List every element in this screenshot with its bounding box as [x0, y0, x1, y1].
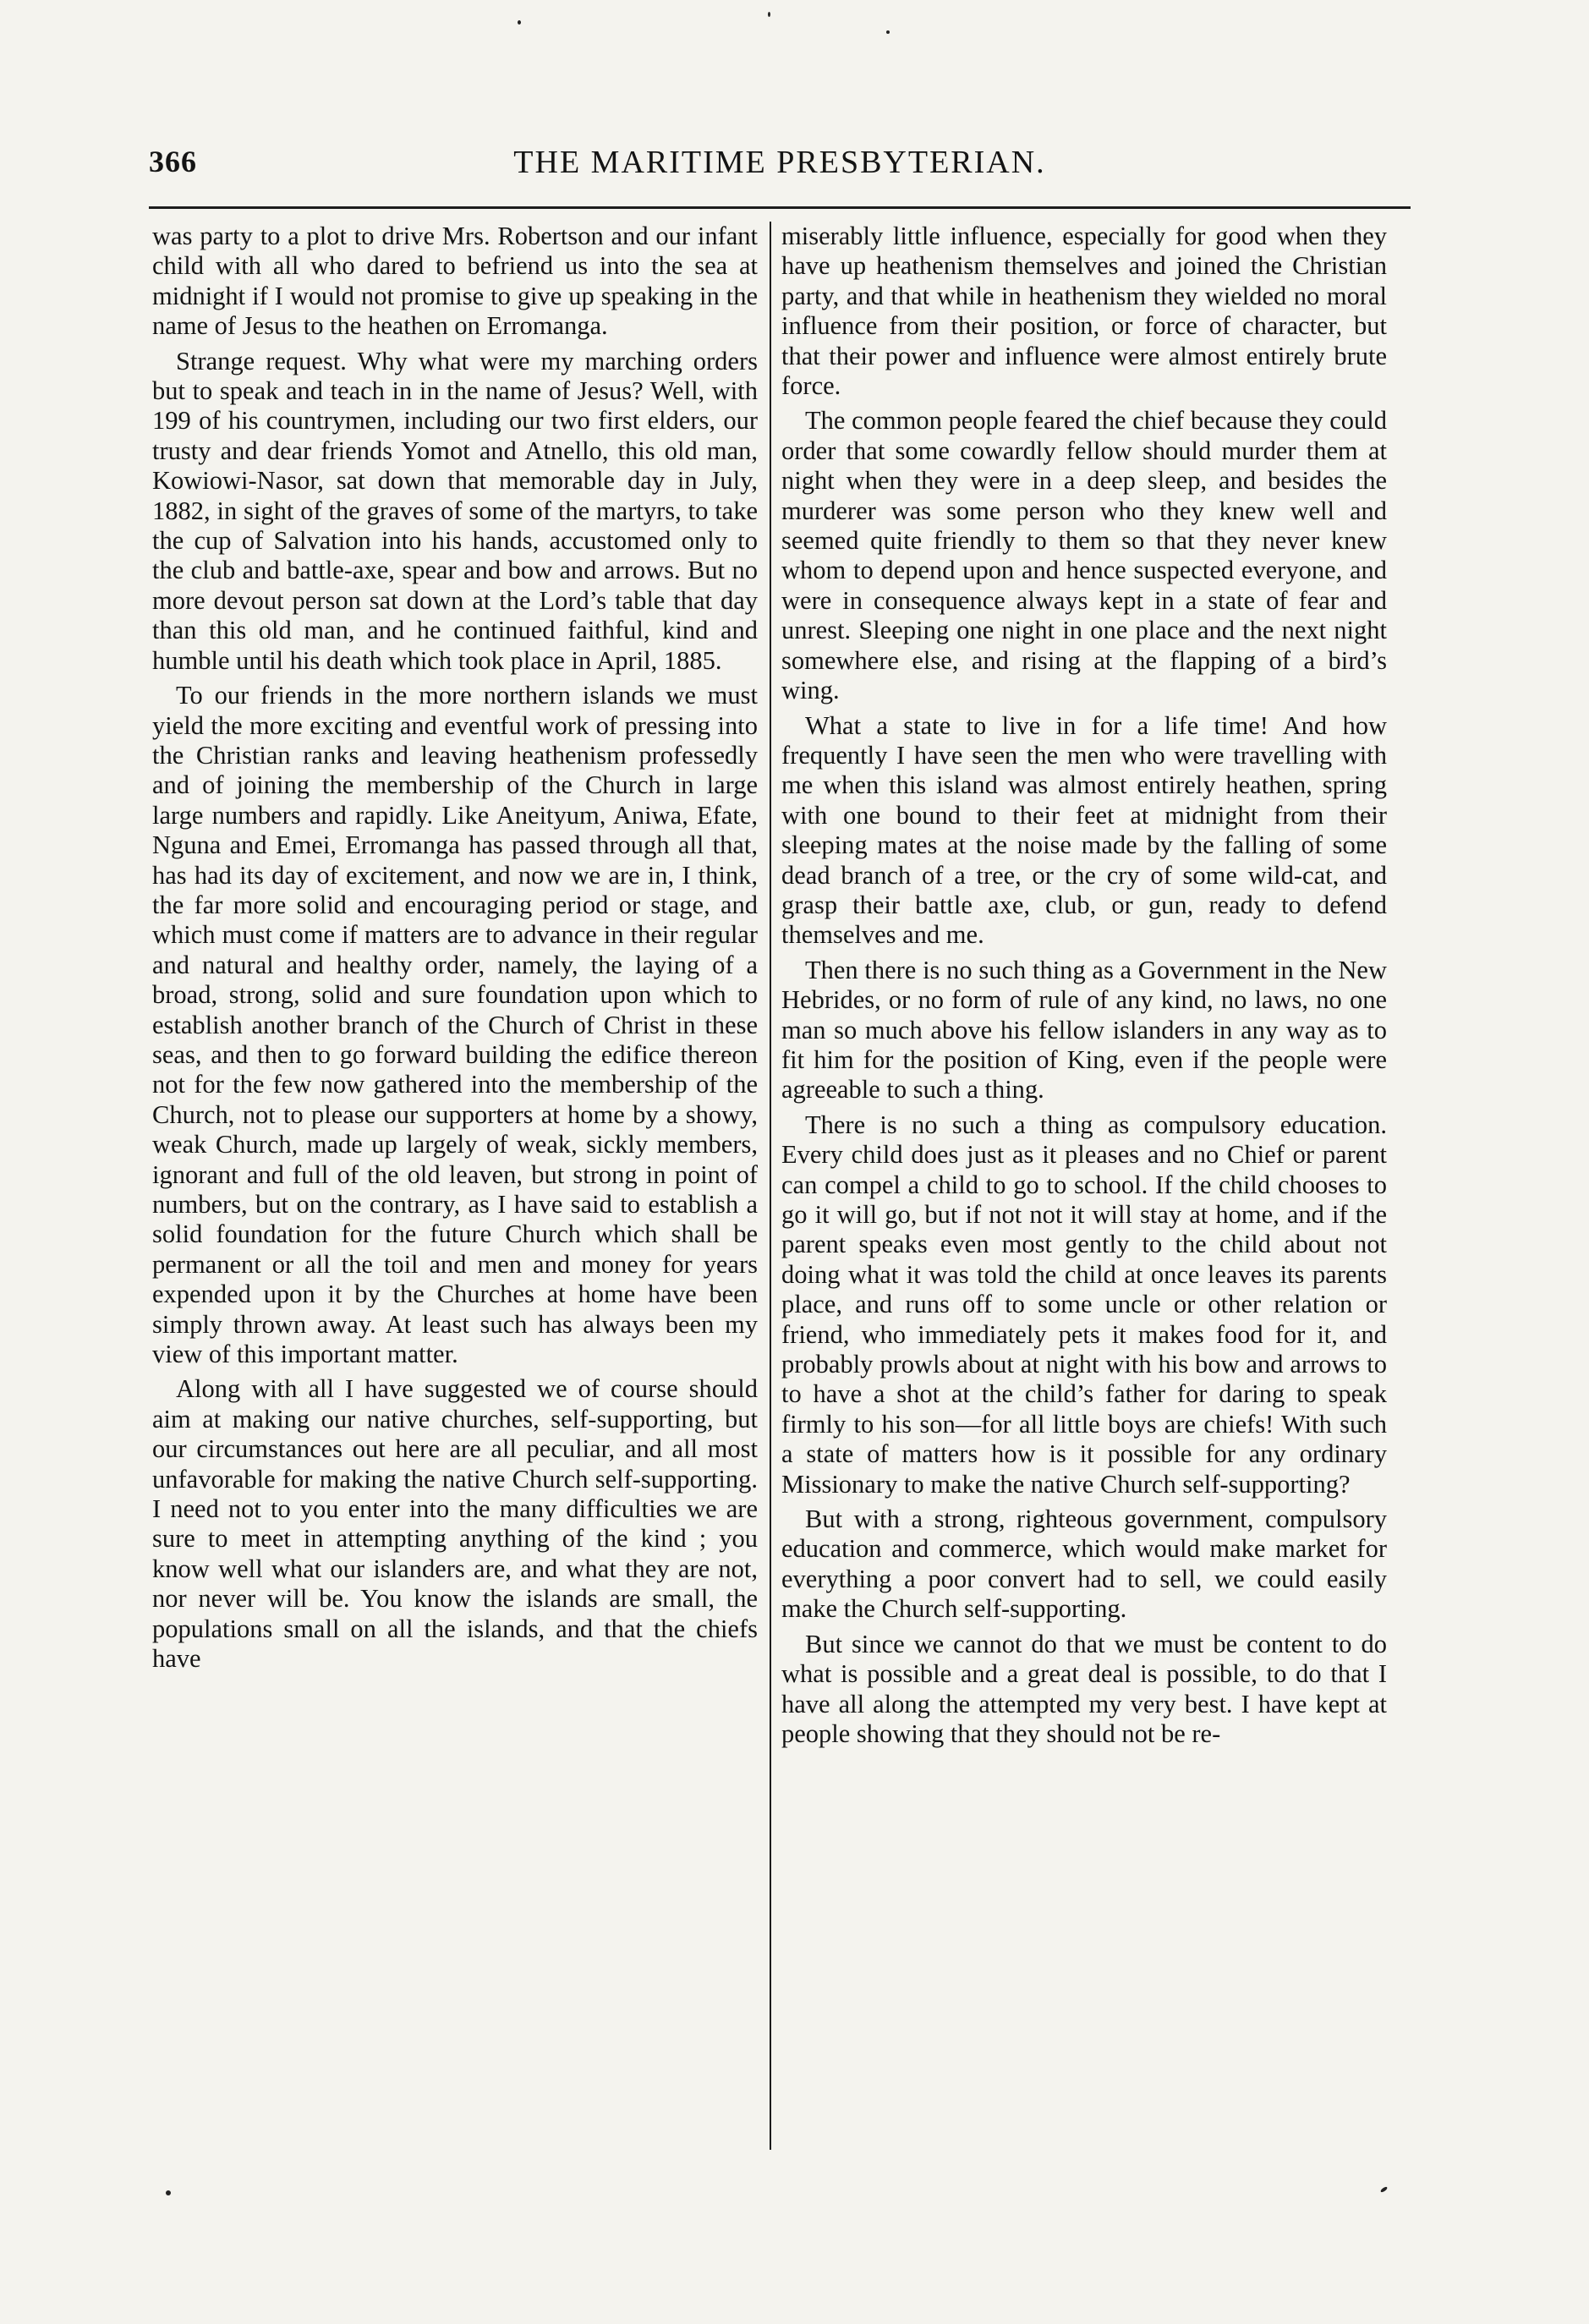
print-speck — [886, 30, 890, 34]
page-number: 366 — [149, 145, 197, 178]
paragraph: was party to a plot to drive Mrs. Robertson and our infant child with all who dared to befriend us into the sea at midnight if I would not promise to give up speaking in the name of Jesus to the heathen on Erromanga. — [152, 222, 758, 341]
paragraph: But with a strong, righteous government, compulsory education and commerce, which would make market for everything a poor convert had to sell, we could easily make the Church self-supporting. — [781, 1505, 1387, 1624]
print-speck — [1380, 2186, 1389, 2193]
print-speck — [768, 12, 770, 17]
header-rule — [149, 206, 1411, 209]
paragraph: The common people feared the chief because they could order that some cowardly fellow should murder them at night when they were in a deep sleep, and besides the murderer was some person who they knew well and seemed quite friendly to them so that they never knew whom to depend upon and hence suspected everyone, and were in consequence always kept in a state of fear and unrest. Sleeping one night in one place and the next night somewhere else, and rising at the flapping of a bird’s wing. — [781, 406, 1387, 705]
paragraph: Strange request. Why what were my marching orders but to speak and teach in in the name of Jesus? Well, with 199 of his countrymen, including our two first elders, our trusty and dear friends Yomot and Atnello, this old man, Kowiowi-Nasor, sat down that memorable day in July, 1882, in sight of the graves of some of the martyrs, to take the cup of Salvation into his hands, accustomed only to the club and battle-axe, spear and bow and arrows. But no more devout person sat down at the Lord’s table that day than this old man, and he continued faithful, kind and humble until his death which took place in April, 1885. — [152, 346, 758, 675]
paragraph: But since we cannot do that we must be content to do what is possible and a great deal is possible, to do that I have all along the attempted my very best. I have kept at people showing that they should not be re- — [781, 1629, 1387, 1748]
print-speck — [166, 2190, 171, 2195]
paragraph: Along with all I have suggested we of course should aim at making our native churches, self-supporting, but our circumstances out here are all peculiar, and all most unfavorable for making the native Church self-supporting. I need not to you enter into the many difficulties we are sure to meet in attempting anything of the kind ; you know well what our islanders are, and what they are not, nor never will be. You know the islands are small, the populations small on all the islands, and that the chiefs have — [152, 1374, 758, 1674]
publication-title: THE MARITIME PRESBYTERIAN. — [513, 145, 1046, 180]
paragraph: There is no such a thing as compulsory education. Every child does just as it pleases and no Chief or parent can compel a child to go to school. If the child chooses to go it will go, but if not not it will stay at home, and if the parent speaks even most gently to the child about not doing what it was told the child at once leaves its parents place, and runs off to some uncle or other relation or friend, who immediately pets it makes food for it, and probably prowls about at night with his bow and arrows to to have a shot at the child’s father for daring to speak firmly to his son—for all little boys are chiefs! With such a state of matters how is it possible for any ordinary Missionary to make the native Church self-supporting? — [781, 1110, 1387, 1499]
page-header — [149, 144, 1411, 195]
paragraph: miserably little influence, especially for good when they have up heathenism themselves and joined the Christian party, and that while in heathenism they wielded no moral influence from their position, or force of character, but that their power and influence were almost entirely brute force. — [781, 222, 1387, 401]
paragraph: To our friends in the more northern islands we must yield the more exciting and eventful work of pressing into the Christian ranks and leaving heathenism professedly and of joining the membership of the Church in large large numbers and rapidly. Like Aneityum, Aniwa, Efate, Nguna and Emei, Erromanga has passed through all that, has had its day of excitement, and now we are in, I think, the far more solid and encouraging period or stage, and which must come if matters are to advance in their regular and natural and healthy order, namely, the laying of a broad, strong, solid and sure foundation upon which to establish another branch of the Church of Christ in these seas, and then to go forward building the edifice thereon not for the few now gathered into the membership of the Church, not to please our supporters at home by a showy, weak Church, made up largely of weak, sickly members, ignorant and full of the old leaven, but strong in point of numbers, but on the contrary, as I have said to establish a solid foundation for the future Church which shall be permanent or all the toil and men and money for years expended upon it by the Churches at home have been simply thrown away. At least such has always been my view of this important matter. — [152, 681, 758, 1369]
paragraph: What a state to live in for a life time! And how frequently I have seen the men who were travelling with me when this island was almost entirely heathen, spring with one bound to their feet at midnight from their sleeping mates at the noise made by the falling of some dead branch of a tree, or the cry of some wild-cat, and grasp their battle axe, club, or gun, ready to defend themselves and me. — [781, 710, 1387, 950]
left-column — [152, 222, 758, 2158]
paragraph: Then there is no such thing as a Government in the New Hebrides, or no form of rule of any kind, no laws, no one man so much above his fellow islanders in any way as to fit him for the position of King, even if the people were agreeable to such a thing. — [781, 955, 1387, 1104]
right-column — [781, 222, 1387, 2158]
column-divider — [770, 222, 771, 2150]
print-speck — [518, 20, 521, 25]
